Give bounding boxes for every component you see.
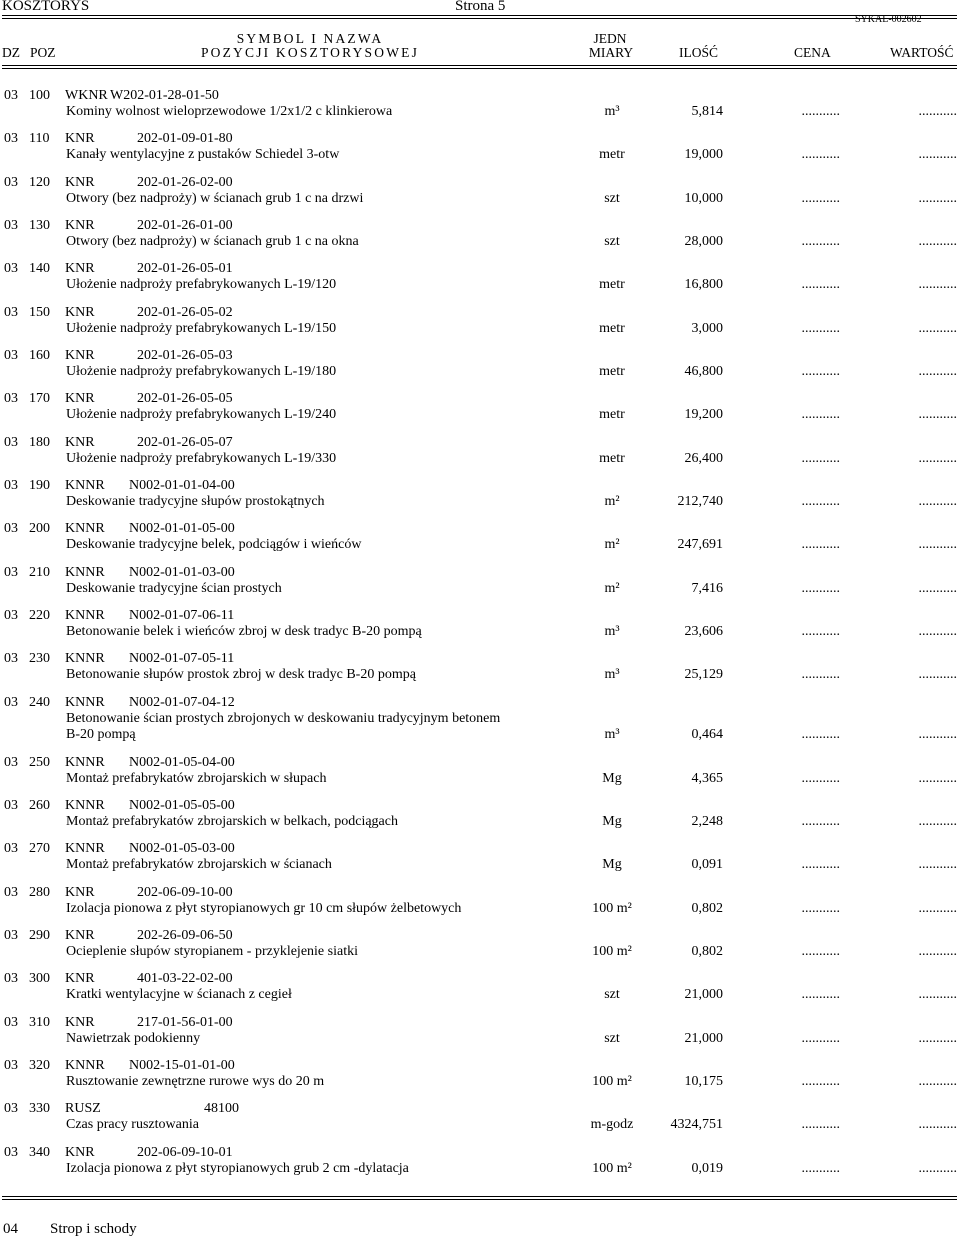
item-quantity: 0,019 bbox=[691, 1160, 723, 1176]
item-description: Montaż prefabrykatów zbrojarskich w belkach, podciągach bbox=[66, 813, 398, 829]
cost-item-row bbox=[0, 478, 960, 521]
item-quantity: 21,000 bbox=[684, 987, 723, 1003]
cost-item-row bbox=[0, 348, 960, 391]
item-price: ........... bbox=[801, 726, 840, 742]
item-description-cont: B-20 pompą bbox=[66, 726, 136, 742]
item-position: 290 bbox=[29, 927, 50, 943]
item-section: 03 bbox=[4, 1144, 18, 1160]
item-code: 202-26-09-06-50 bbox=[137, 927, 233, 943]
item-catalog: KNNR bbox=[65, 521, 105, 537]
item-description: Betonowanie słupów prostok zbroj w desk tradyc B-20 pompą bbox=[66, 667, 416, 683]
item-section: 03 bbox=[4, 347, 18, 363]
item-price: ........... bbox=[801, 407, 840, 423]
cost-item-row bbox=[0, 88, 960, 131]
item-position: 220 bbox=[29, 607, 50, 623]
item-catalog: KNNR bbox=[65, 477, 105, 493]
item-code: N002-01-07-06-11 bbox=[129, 607, 235, 623]
item-description: Izolacja pionowa z płyt styropianowych gr 10 cm słupów żelbetowych bbox=[66, 900, 462, 916]
item-quantity: 0,802 bbox=[691, 900, 723, 916]
item-position: 310 bbox=[29, 1014, 50, 1030]
item-catalog: KNR bbox=[65, 971, 95, 987]
cost-item-row bbox=[0, 695, 960, 755]
item-unit: metr bbox=[599, 277, 625, 293]
item-quantity: 10,175 bbox=[684, 1073, 723, 1089]
item-price: ........... bbox=[801, 104, 840, 119]
item-position: 270 bbox=[29, 841, 50, 857]
cost-item-row bbox=[0, 885, 960, 928]
item-code: 202-01-26-01-00 bbox=[137, 217, 233, 233]
item-quantity: 10,000 bbox=[684, 190, 723, 206]
item-price: ........... bbox=[801, 277, 840, 293]
item-position: 300 bbox=[29, 971, 50, 987]
item-catalog: KNR bbox=[65, 131, 95, 147]
item-unit: m² bbox=[604, 493, 620, 509]
item-description: Nawietrzak podokienny bbox=[66, 1030, 201, 1046]
item-description: Deskowanie tradycyjne belek, podciągów i wieńców bbox=[66, 537, 362, 553]
item-position: 110 bbox=[29, 131, 50, 147]
document-code: SYKAL-002602 bbox=[855, 14, 922, 25]
item-catalog: KNR bbox=[65, 261, 95, 277]
item-quantity: 23,606 bbox=[684, 623, 723, 639]
item-price: ........... bbox=[801, 857, 840, 873]
cost-item-row bbox=[0, 755, 960, 798]
item-description: Deskowanie tradycyjne ścian prostych bbox=[66, 580, 282, 596]
item-unit: Mg bbox=[602, 857, 622, 873]
item-value: ........... bbox=[918, 1030, 957, 1046]
item-unit: szt bbox=[604, 987, 620, 1003]
item-section: 03 bbox=[4, 1101, 18, 1117]
item-catalog: KNR bbox=[65, 1014, 95, 1030]
cost-item-row bbox=[0, 305, 960, 348]
item-price: ........... bbox=[801, 623, 840, 639]
item-section: 03 bbox=[4, 261, 18, 277]
item-value: ........... bbox=[918, 726, 957, 742]
item-price: ........... bbox=[801, 1160, 840, 1176]
item-code: N002-01-07-04-12 bbox=[129, 694, 235, 710]
item-code: N002-01-05-03-00 bbox=[129, 841, 235, 857]
item-value: ........... bbox=[918, 104, 957, 119]
item-section: 03 bbox=[4, 971, 18, 987]
item-value: ........... bbox=[918, 1117, 957, 1133]
section-title: Strop i schody bbox=[50, 1221, 137, 1237]
item-unit: m² bbox=[604, 580, 620, 596]
footer-rule-double bbox=[2, 1199, 957, 1200]
column-header-quantity: ILOŚĆ bbox=[679, 45, 719, 60]
item-quantity: 4,365 bbox=[691, 770, 723, 786]
cost-item-row bbox=[0, 928, 960, 971]
item-price: ........... bbox=[801, 537, 840, 553]
item-description: Deskowanie tradycyjne słupów prostokątnych bbox=[66, 493, 325, 509]
cost-item-row bbox=[0, 608, 960, 651]
item-code: N002-01-01-03-00 bbox=[129, 564, 235, 580]
cost-item-row bbox=[0, 798, 960, 841]
item-catalog: KNR bbox=[65, 391, 95, 407]
item-position: 280 bbox=[29, 884, 50, 900]
item-quantity: 0,464 bbox=[691, 726, 723, 742]
item-quantity: 247,691 bbox=[677, 537, 723, 553]
item-quantity: 21,000 bbox=[684, 1030, 723, 1046]
item-section: 03 bbox=[4, 131, 18, 147]
item-quantity: 26,400 bbox=[684, 450, 723, 466]
item-position: 330 bbox=[29, 1101, 50, 1117]
item-price: ........... bbox=[801, 667, 840, 683]
item-position: 260 bbox=[29, 797, 50, 813]
item-price: ........... bbox=[801, 1117, 840, 1133]
cost-item-row bbox=[0, 261, 960, 304]
cost-item-row bbox=[0, 1145, 960, 1188]
item-code: 401-03-22-02-00 bbox=[137, 971, 233, 987]
item-value: ........... bbox=[918, 147, 957, 163]
item-unit: m³ bbox=[604, 667, 620, 683]
item-quantity: 0,091 bbox=[691, 857, 723, 873]
section-number: 04 bbox=[3, 1221, 18, 1237]
item-section: 03 bbox=[4, 651, 18, 667]
item-catalog: KNR bbox=[65, 884, 95, 900]
item-section: 03 bbox=[4, 174, 18, 190]
item-value: ........... bbox=[918, 537, 957, 553]
item-catalog: KNR bbox=[65, 217, 95, 233]
cost-item-row bbox=[0, 521, 960, 564]
item-quantity: 4324,751 bbox=[670, 1117, 723, 1133]
item-code: 202-06-09-10-01 bbox=[137, 1144, 233, 1160]
header-rule-bottom-double bbox=[2, 68, 957, 69]
column-header-item-name: POZYCJI KOSZTORYSOWEJ bbox=[200, 45, 420, 60]
item-position: 320 bbox=[29, 1057, 50, 1073]
item-unit: 100 m² bbox=[592, 1160, 632, 1176]
item-description: Ocieplenie słupów styropianem - przyklejenie siatki bbox=[66, 943, 358, 959]
item-description: Otwory (bez nadproży) w ścianach grub 1 c na okna bbox=[66, 233, 359, 249]
item-position: 130 bbox=[29, 217, 50, 233]
item-quantity: 3,000 bbox=[691, 320, 723, 336]
item-catalog: KNNR bbox=[65, 1057, 105, 1073]
item-unit: szt bbox=[604, 190, 620, 206]
item-price: ........... bbox=[801, 190, 840, 206]
item-description: Kominy wolnost wieloprzewodowe 1/2x1/2 c klinkierowa bbox=[66, 104, 393, 119]
item-price: ........... bbox=[801, 770, 840, 786]
item-value: ........... bbox=[918, 320, 957, 336]
item-catalog: KNNR bbox=[65, 754, 105, 770]
item-quantity: 16,800 bbox=[684, 277, 723, 293]
item-quantity: 5,814 bbox=[691, 104, 723, 119]
item-description: Ułożenie nadproży prefabrykowanych L-19/150 bbox=[66, 320, 337, 336]
cost-item-row bbox=[0, 651, 960, 694]
item-catalog: WKNR bbox=[65, 88, 108, 103]
item-code: 217-01-56-01-00 bbox=[137, 1014, 233, 1030]
item-code: 202-01-26-05-07 bbox=[137, 434, 233, 450]
item-catalog: KNR bbox=[65, 1144, 95, 1160]
item-value: ........... bbox=[918, 770, 957, 786]
item-catalog: KNNR bbox=[65, 694, 105, 710]
item-unit: metr bbox=[599, 407, 625, 423]
column-header-poz: POZ bbox=[30, 45, 56, 60]
item-quantity: 25,129 bbox=[684, 667, 723, 683]
item-price: ........... bbox=[801, 580, 840, 596]
header-rule-bottom bbox=[2, 65, 957, 66]
item-code: W202-01-28-01-50 bbox=[110, 88, 219, 103]
item-position: 240 bbox=[29, 694, 50, 710]
item-price: ........... bbox=[801, 1030, 840, 1046]
item-description: Kanały wentylacyjne z pustaków Schiedel 3-otw bbox=[66, 147, 340, 163]
item-value: ........... bbox=[918, 857, 957, 873]
item-section: 03 bbox=[4, 694, 18, 710]
item-price: ........... bbox=[801, 1073, 840, 1089]
column-header-symbol-name: SYMBOL I NAZWA bbox=[236, 31, 384, 46]
item-unit: Mg bbox=[602, 770, 622, 786]
column-header-price: CENA bbox=[794, 45, 831, 60]
item-value: ........... bbox=[918, 493, 957, 509]
item-quantity: 19,000 bbox=[684, 147, 723, 163]
item-section: 03 bbox=[4, 564, 18, 580]
item-position: 180 bbox=[29, 434, 50, 450]
header-rule-top-double bbox=[2, 18, 957, 19]
cost-item-row bbox=[0, 841, 960, 884]
item-section: 03 bbox=[4, 884, 18, 900]
item-position: 230 bbox=[29, 651, 50, 667]
item-value: ........... bbox=[918, 363, 957, 379]
header-rule-top bbox=[2, 15, 957, 16]
item-unit: m-godz bbox=[590, 1117, 634, 1133]
item-value: ........... bbox=[918, 987, 957, 1003]
item-section: 03 bbox=[4, 927, 18, 943]
item-value: ........... bbox=[918, 900, 957, 916]
item-description: Ułożenie nadproży prefabrykowanych L-19/330 bbox=[66, 450, 337, 466]
cost-item-row bbox=[0, 1058, 960, 1101]
item-position: 250 bbox=[29, 754, 50, 770]
item-code: 202-01-26-05-01 bbox=[137, 261, 233, 277]
item-value: ........... bbox=[918, 813, 957, 829]
item-section: 03 bbox=[4, 1057, 18, 1073]
document-title: KOSZTORYS bbox=[2, 0, 90, 14]
cost-item-row bbox=[0, 971, 960, 1014]
item-code: N002-01-07-05-11 bbox=[129, 651, 235, 667]
item-position: 210 bbox=[29, 564, 50, 580]
cost-item-row bbox=[0, 1015, 960, 1058]
item-unit: Mg bbox=[602, 813, 622, 829]
cost-item-row bbox=[0, 565, 960, 608]
item-quantity: 212,740 bbox=[677, 493, 723, 509]
item-quantity: 2,248 bbox=[691, 813, 723, 829]
item-value: ........... bbox=[918, 277, 957, 293]
item-catalog: KNR bbox=[65, 434, 95, 450]
item-code: 48100 bbox=[204, 1101, 239, 1117]
cost-item-row bbox=[0, 218, 960, 261]
cost-items-list bbox=[0, 88, 960, 1188]
page-number: Strona 5 bbox=[455, 0, 506, 14]
item-section: 03 bbox=[4, 434, 18, 450]
item-section: 03 bbox=[4, 797, 18, 813]
item-position: 160 bbox=[29, 347, 50, 363]
item-catalog: KNNR bbox=[65, 607, 105, 623]
item-price: ........... bbox=[801, 320, 840, 336]
item-position: 190 bbox=[29, 477, 50, 493]
item-quantity: 46,800 bbox=[684, 363, 723, 379]
column-header-dz: DZ bbox=[2, 45, 20, 60]
item-code: 202-01-09-01-80 bbox=[137, 131, 233, 147]
item-description: Ułożenie nadproży prefabrykowanych L-19/120 bbox=[66, 277, 337, 293]
cost-item-row bbox=[0, 391, 960, 434]
item-description: Betonowanie belek i wieńców zbroj w desk tradyc B-20 pompą bbox=[66, 623, 422, 639]
cost-item-row bbox=[0, 1101, 960, 1144]
column-header-unit-bottom: MIARY bbox=[588, 45, 634, 60]
item-value: ........... bbox=[918, 450, 957, 466]
item-position: 100 bbox=[29, 88, 50, 103]
item-price: ........... bbox=[801, 900, 840, 916]
item-section: 03 bbox=[4, 304, 18, 320]
item-code: 202-01-26-05-05 bbox=[137, 391, 233, 407]
item-position: 340 bbox=[29, 1144, 50, 1160]
item-section: 03 bbox=[4, 88, 18, 103]
item-quantity: 7,416 bbox=[691, 580, 723, 596]
item-description: Ułożenie nadproży prefabrykowanych L-19/240 bbox=[66, 407, 337, 423]
item-code: N002-01-05-05-00 bbox=[129, 797, 235, 813]
item-unit: m³ bbox=[604, 726, 620, 742]
item-catalog: KNR bbox=[65, 304, 95, 320]
item-unit: szt bbox=[604, 1030, 620, 1046]
item-code: N002-01-05-04-00 bbox=[129, 754, 235, 770]
item-description: Rusztowanie zewnętrzne rurowe wys do 20 m bbox=[66, 1073, 325, 1089]
item-section: 03 bbox=[4, 1014, 18, 1030]
item-value: ........... bbox=[918, 1073, 957, 1089]
item-section: 03 bbox=[4, 217, 18, 233]
item-unit: metr bbox=[599, 450, 625, 466]
item-description: Montaż prefabrykatów zbrojarskich w ścianach bbox=[66, 857, 332, 873]
item-catalog: KNNR bbox=[65, 564, 105, 580]
item-code: N002-15-01-01-00 bbox=[129, 1057, 235, 1073]
item-position: 140 bbox=[29, 261, 50, 277]
item-price: ........... bbox=[801, 493, 840, 509]
item-value: ........... bbox=[918, 667, 957, 683]
item-section: 03 bbox=[4, 477, 18, 493]
item-value: ........... bbox=[918, 580, 957, 596]
item-unit: m³ bbox=[604, 623, 620, 639]
item-catalog: KNNR bbox=[65, 651, 105, 667]
item-description: Ułożenie nadproży prefabrykowanych L-19/180 bbox=[66, 363, 337, 379]
cost-item-row bbox=[0, 435, 960, 478]
item-value: ........... bbox=[918, 233, 957, 249]
item-unit: metr bbox=[599, 363, 625, 379]
item-unit: 100 m² bbox=[592, 943, 632, 959]
item-value: ........... bbox=[918, 1160, 957, 1176]
item-description: Czas pracy rusztowania bbox=[66, 1117, 199, 1133]
item-catalog: KNR bbox=[65, 347, 95, 363]
item-code: N002-01-01-05-00 bbox=[129, 521, 235, 537]
item-section: 03 bbox=[4, 754, 18, 770]
item-quantity: 19,200 bbox=[684, 407, 723, 423]
item-code: 202-01-26-02-00 bbox=[137, 174, 233, 190]
item-price: ........... bbox=[801, 813, 840, 829]
column-header-value: WARTOŚĆ bbox=[890, 45, 954, 60]
item-unit: m³ bbox=[604, 104, 620, 119]
footer-rule bbox=[2, 1196, 957, 1197]
item-position: 150 bbox=[29, 304, 50, 320]
item-price: ........... bbox=[801, 987, 840, 1003]
item-unit: szt bbox=[604, 233, 620, 249]
item-price: ........... bbox=[801, 233, 840, 249]
item-description: Izolacja pionowa z płyt styropianowych grub 2 cm -dylatacja bbox=[66, 1160, 409, 1176]
item-unit: metr bbox=[599, 320, 625, 336]
item-section: 03 bbox=[4, 521, 18, 537]
cost-item-row bbox=[0, 131, 960, 174]
item-position: 170 bbox=[29, 391, 50, 407]
item-catalog: RUSZ bbox=[65, 1101, 101, 1117]
item-section: 03 bbox=[4, 391, 18, 407]
item-catalog: KNR bbox=[65, 174, 95, 190]
item-unit: m² bbox=[604, 537, 620, 553]
item-quantity: 0,802 bbox=[691, 943, 723, 959]
item-catalog: KNNR bbox=[65, 797, 105, 813]
item-position: 200 bbox=[29, 521, 50, 537]
item-section: 03 bbox=[4, 841, 18, 857]
item-description: Kratki wentylacyjne w ścianach z cegieł bbox=[66, 987, 292, 1003]
item-catalog: KNNR bbox=[65, 841, 105, 857]
column-header-unit-top: JEDN bbox=[593, 31, 627, 46]
item-unit: 100 m² bbox=[592, 1073, 632, 1089]
item-catalog: KNR bbox=[65, 927, 95, 943]
item-price: ........... bbox=[801, 943, 840, 959]
cost-item-row bbox=[0, 175, 960, 218]
item-position: 120 bbox=[29, 174, 50, 190]
item-quantity: 28,000 bbox=[684, 233, 723, 249]
item-description: Otwory (bez nadproży) w ścianach grub 1 c na drzwi bbox=[66, 190, 364, 206]
item-code: 202-01-26-05-03 bbox=[137, 347, 233, 363]
item-code: N002-01-01-04-00 bbox=[129, 477, 235, 493]
item-value: ........... bbox=[918, 943, 957, 959]
item-value: ........... bbox=[918, 407, 957, 423]
item-unit: metr bbox=[599, 147, 625, 163]
item-description: Betonowanie ścian prostych zbrojonych w deskowaniu tradycyjnym betonem bbox=[66, 710, 501, 726]
item-value: ........... bbox=[918, 190, 957, 206]
item-code: 202-06-09-10-00 bbox=[137, 884, 233, 900]
item-price: ........... bbox=[801, 450, 840, 466]
item-price: ........... bbox=[801, 363, 840, 379]
item-code: 202-01-26-05-02 bbox=[137, 304, 233, 320]
item-unit: 100 m² bbox=[592, 900, 632, 916]
item-value: ........... bbox=[918, 623, 957, 639]
item-section: 03 bbox=[4, 607, 18, 623]
item-description: Montaż prefabrykatów zbrojarskich w słupach bbox=[66, 770, 327, 786]
item-price: ........... bbox=[801, 147, 840, 163]
